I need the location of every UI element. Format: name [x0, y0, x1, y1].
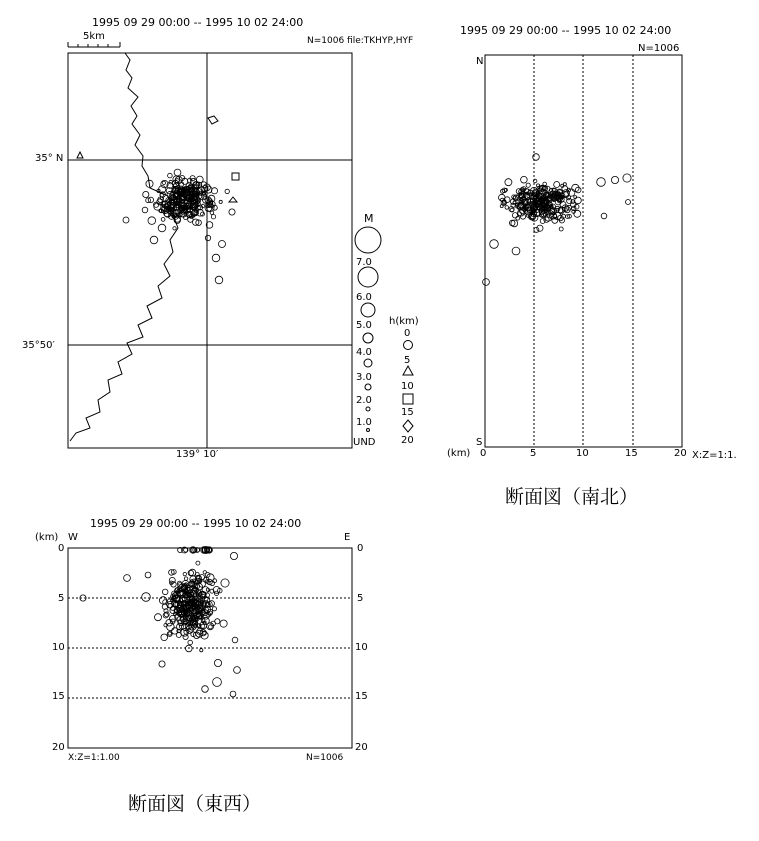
- lat-lower-label: 35°50′: [22, 340, 55, 351]
- ew-event: [184, 577, 187, 580]
- ew-event: [159, 661, 165, 667]
- ns-unit: (km): [447, 448, 471, 459]
- legend-symbol-square: [403, 394, 413, 404]
- legend-depth-15: 15: [401, 407, 414, 418]
- map-event: [219, 241, 226, 248]
- lat-upper-label: 35° N: [35, 153, 64, 164]
- map-frame: [68, 53, 352, 448]
- legend-depth-10: 10: [401, 381, 414, 392]
- legend-depth-20: 20: [401, 435, 414, 446]
- ew-event: [142, 593, 151, 602]
- ew-event: [230, 552, 237, 559]
- map-event: [215, 276, 223, 284]
- ew-event: [230, 691, 236, 697]
- ns-event: [626, 200, 631, 205]
- lon-label: 139° 10′: [176, 449, 219, 460]
- ew-event: [203, 571, 206, 574]
- ns-event: [575, 197, 582, 204]
- ns-event: [483, 279, 490, 286]
- ew-caption: 断面図（東西）: [128, 793, 262, 815]
- map-event: [148, 217, 156, 225]
- ns-event: [623, 174, 631, 182]
- map-event: [150, 236, 158, 244]
- ew-event: [200, 649, 203, 652]
- legend-mag-6: 6.0: [356, 292, 372, 303]
- ew-left-tick-0: 0: [58, 543, 65, 554]
- ew-left-tick-15: 15: [52, 691, 65, 702]
- legend-mag-1: 1.0: [356, 417, 372, 428]
- ns-tick-0: 0: [480, 448, 487, 459]
- ew-event: [168, 632, 171, 635]
- map-outlier-square: [232, 173, 239, 180]
- map-event: [225, 189, 229, 193]
- ns-event: [505, 179, 512, 186]
- ns-count: N=1006: [638, 43, 680, 54]
- ew-left-tick-20: 20: [52, 742, 65, 753]
- map-event: [162, 181, 165, 184]
- ns-event: [490, 240, 499, 249]
- map-event: [205, 186, 212, 193]
- ew-event: [234, 667, 241, 674]
- ew-period: 1995 09 29 00:00 -- 1995 10 02 24:00: [90, 517, 302, 530]
- ns-tick-15: 15: [625, 448, 638, 459]
- ew-event: [215, 619, 220, 624]
- ew-event: [221, 579, 229, 587]
- map-scale-label: 5km: [83, 31, 105, 42]
- ew-event: [169, 577, 175, 583]
- legend-circle-und: [367, 429, 370, 432]
- map-event: [211, 188, 217, 194]
- ns-south-label: S: [476, 437, 483, 448]
- ew-event: [167, 623, 175, 631]
- ew-event: [176, 633, 181, 638]
- ns-north-label: N: [476, 56, 484, 67]
- ns-tick-5: 5: [530, 448, 537, 459]
- map-event: [211, 215, 215, 219]
- map-event: [161, 218, 165, 222]
- legend-depth-title: h(km): [389, 316, 419, 327]
- ns-event: [505, 206, 509, 210]
- ew-event: [220, 620, 227, 627]
- legend-mag-7: 7.0: [356, 257, 372, 268]
- ns-tick-20: 20: [674, 448, 687, 459]
- ew-east-label: E: [344, 532, 351, 543]
- legend-circle-m2: [365, 384, 371, 390]
- ew-event: [213, 678, 222, 687]
- ew-event: [232, 637, 238, 643]
- map-event: [123, 217, 129, 223]
- island: [208, 116, 218, 124]
- ew-right-tick-20: 20: [355, 742, 368, 753]
- legend-symbol-triangle: [403, 366, 413, 375]
- ew-left-tick-5: 5: [58, 593, 65, 604]
- map-scale-bar: [68, 42, 120, 47]
- map-event: [174, 169, 181, 176]
- map-event: [205, 235, 210, 240]
- ew-count: N=1006: [306, 753, 344, 763]
- map-outlier-triangle: [77, 152, 83, 158]
- ew-event: [145, 572, 151, 578]
- ns-event: [534, 227, 539, 232]
- map-event: [158, 224, 166, 232]
- ew-event: [162, 604, 167, 609]
- legend-mag-und: UND: [353, 437, 376, 448]
- map-event: [148, 197, 153, 202]
- ns-caption: 断面図（南北）: [505, 486, 639, 508]
- ew-ratio: X:Z=1:1.00: [68, 753, 120, 763]
- map-event: [142, 207, 148, 213]
- ew-right-tick-5: 5: [357, 593, 364, 604]
- map-event: [168, 173, 173, 178]
- ew-unit: (km): [35, 532, 59, 543]
- ew-event: [162, 589, 168, 595]
- ew-left-tick-10: 10: [52, 642, 65, 653]
- coastline: [70, 53, 178, 441]
- legend-circle-m5: [361, 303, 375, 317]
- legend-circle-m7: [355, 227, 381, 253]
- ew-event: [201, 624, 205, 628]
- ew-event: [155, 614, 162, 621]
- ns-tick-10: 10: [576, 448, 589, 459]
- legend-symbol-diamond: [403, 420, 413, 432]
- ns-event: [559, 227, 563, 231]
- ew-event: [214, 659, 221, 666]
- legend-mag-title: M: [364, 212, 374, 225]
- ew-event: [200, 630, 206, 636]
- ew-event: [208, 625, 212, 629]
- map-period: 1995 09 29 00:00 -- 1995 10 02 24:00: [92, 16, 304, 29]
- ns-event: [554, 182, 560, 188]
- ew-event: [183, 572, 186, 575]
- legend-mag-2: 2.0: [356, 395, 372, 406]
- ns-event: [611, 176, 618, 183]
- ew-right-tick-0: 0: [357, 543, 364, 554]
- ns-event: [526, 183, 530, 187]
- ns-event: [512, 247, 520, 255]
- ns-event: [574, 210, 581, 217]
- legend-circle-m6: [358, 267, 378, 287]
- ew-right-tick-15: 15: [355, 691, 368, 702]
- ns-event: [597, 178, 606, 187]
- ew-event: [161, 634, 168, 641]
- ns-period: 1995 09 29 00:00 -- 1995 10 02 24:00: [460, 24, 672, 37]
- legend-mag-5: 5.0: [356, 320, 372, 331]
- legend-mag-4: 4.0: [356, 347, 372, 358]
- map-event: [143, 191, 149, 197]
- ew-event: [188, 640, 193, 645]
- map-outlier-triangle-2: [229, 197, 237, 202]
- legend-circle-m3: [364, 359, 372, 367]
- ew-event: [202, 686, 209, 693]
- map-count-file: N=1006 file:TKHYP,HYF: [307, 36, 414, 46]
- legend-symbol-circle: [404, 341, 413, 350]
- ns-event: [601, 213, 607, 219]
- ew-event: [163, 613, 168, 618]
- legend-circle-m1: [366, 407, 370, 411]
- ew-right-tick-10: 10: [355, 642, 368, 653]
- legend-mag-3: 3.0: [356, 372, 372, 383]
- map-event: [219, 200, 222, 203]
- legend-circle-m4: [363, 333, 373, 343]
- map-event: [229, 209, 235, 215]
- ns-ratio: X:Z=1:1.: [692, 450, 737, 461]
- ew-west-label: W: [68, 532, 78, 543]
- map-event: [212, 254, 220, 262]
- ew-event: [212, 607, 216, 611]
- ew-event: [183, 634, 188, 639]
- ew-event: [124, 575, 131, 582]
- legend-depth-5: 5: [404, 355, 411, 366]
- ew-event: [196, 561, 200, 565]
- legend-depth-0: 0: [404, 328, 411, 339]
- ns-event: [521, 176, 528, 183]
- ns-event: [562, 186, 568, 192]
- map-event: [173, 227, 176, 230]
